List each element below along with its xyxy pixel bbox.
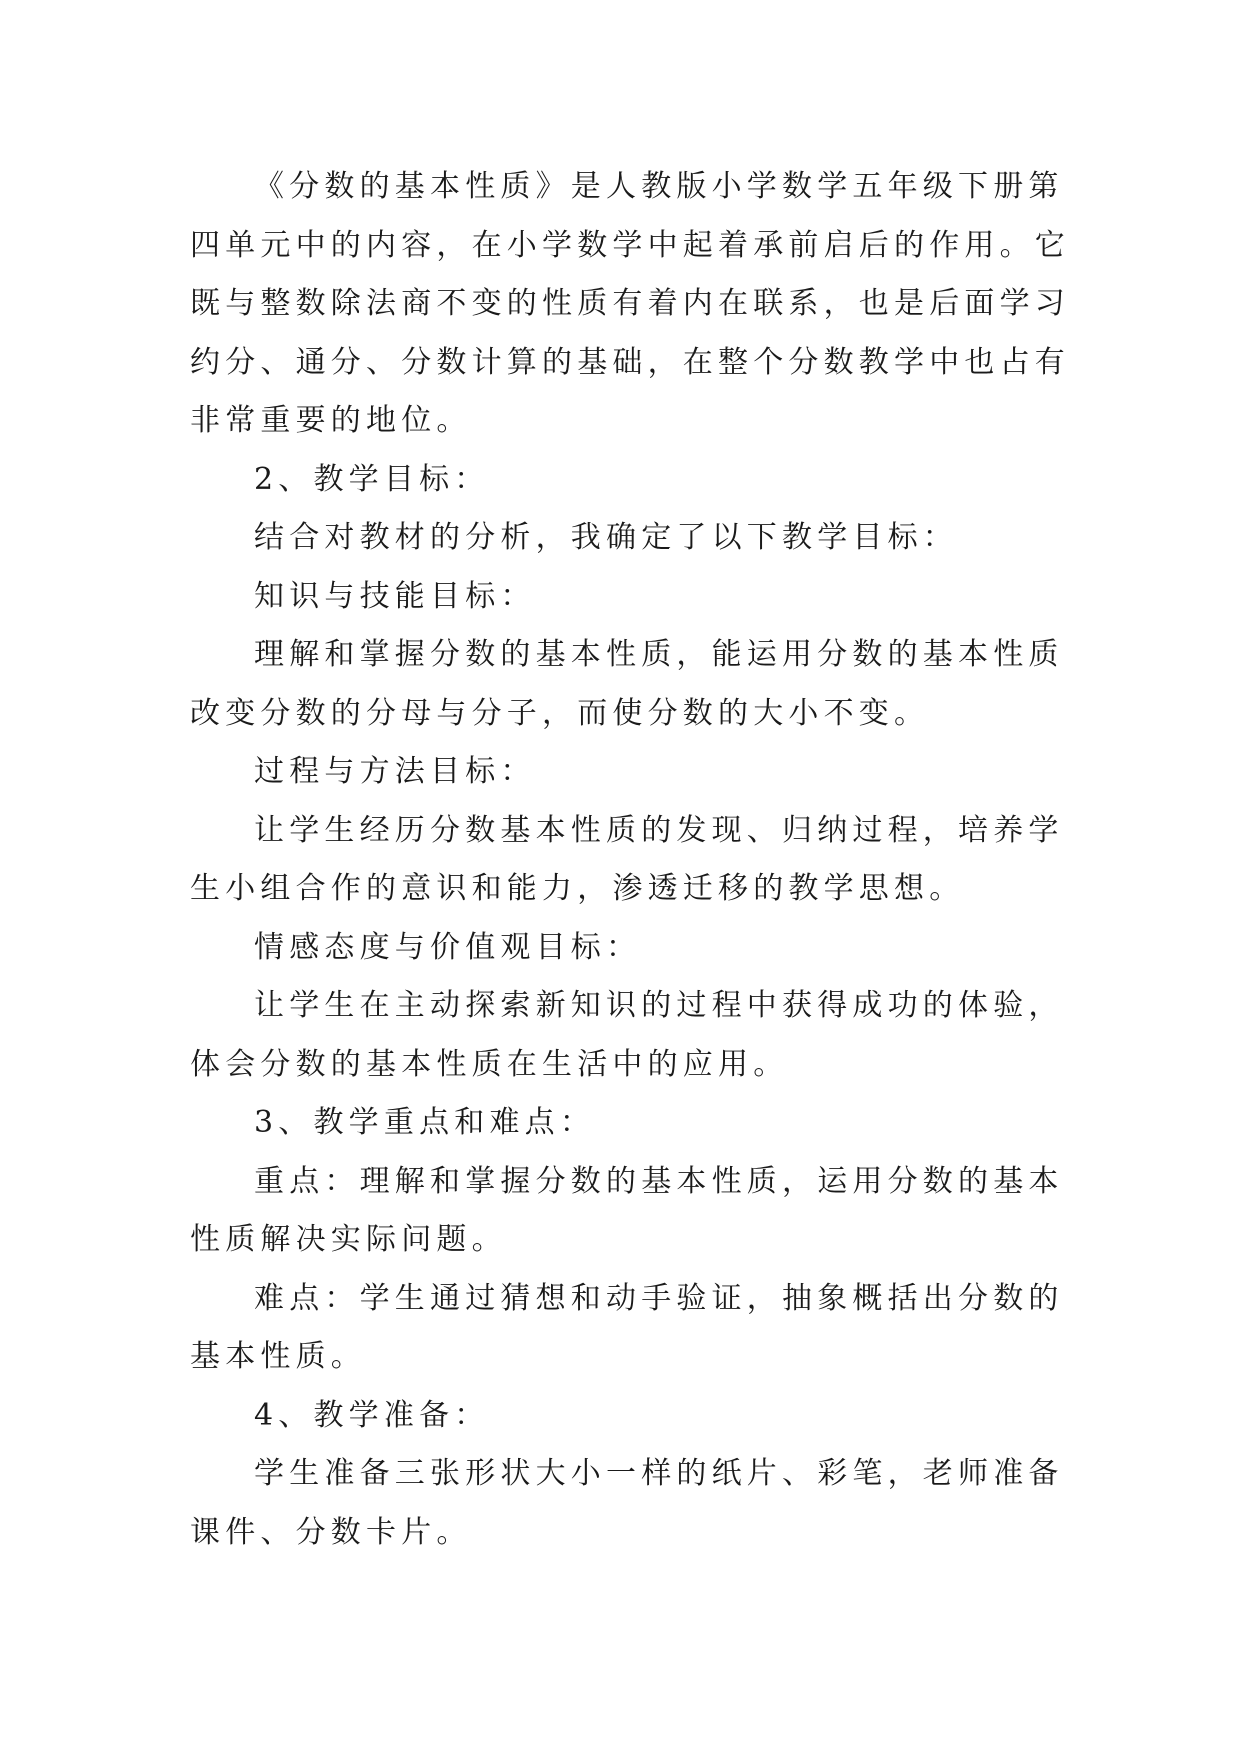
paragraph-difficult-point: 难点：学生通过猜想和动手验证，抽象概括出分数的基本性质。 bbox=[190, 1280, 1064, 1374]
subheading-emotion-values: 情感态度与价值观目标： bbox=[254, 929, 642, 965]
paragraph-key-point: 重点：理解和掌握分数的基本性质，运用分数的基本性质解决实际问题。 bbox=[190, 1163, 1064, 1257]
paragraph-intro: 《分数的基本性质》是人教版小学数学五年级下册第四单元中的内容，在小学数学中起着承前启后的作用。它既与整数除法商不变的性质有着内在联系，也是后面学习约分、通分、分数计算的基础，在整个分数教学中也占有非常重要的地位。 bbox=[190, 169, 1070, 438]
heading-teaching-preparation: 4、教学准备： bbox=[254, 1397, 490, 1433]
subheading-process-method: 过程与方法目标： bbox=[254, 754, 536, 789]
paragraph-knowledge-skills: 理解和掌握分数的基本性质，能运用分数的基本性质改变分数的分母与分子，而使分数的大小不变。 bbox=[190, 637, 1064, 731]
paragraph-process-method: 让学生经历分数基本性质的发现、归纳过程，培养学生小组合作的意识和能力，渗透迁移的教学思想。 bbox=[190, 812, 1064, 906]
paragraph-emotion-values: 让学生在主动探索新知识的过程中获得成功的体验，体会分数的基本性质在生活中的应用。 bbox=[190, 988, 1064, 1082]
paragraph-preparation: 学生准备三张形状大小一样的纸片、彩笔，老师准备课件、分数卡片。 bbox=[190, 1456, 1064, 1550]
heading-key-difficult-points: 3、教学重点和难点： bbox=[254, 1105, 596, 1140]
paragraph-goals-intro: 结合对教材的分析，我确定了以下教学目标： bbox=[254, 520, 958, 555]
document-body bbox=[190, 158, 1070, 1562]
subheading-knowledge-skills: 知识与技能目标： bbox=[254, 578, 536, 614]
heading-teaching-goals: 2、教学目标： bbox=[254, 461, 490, 497]
